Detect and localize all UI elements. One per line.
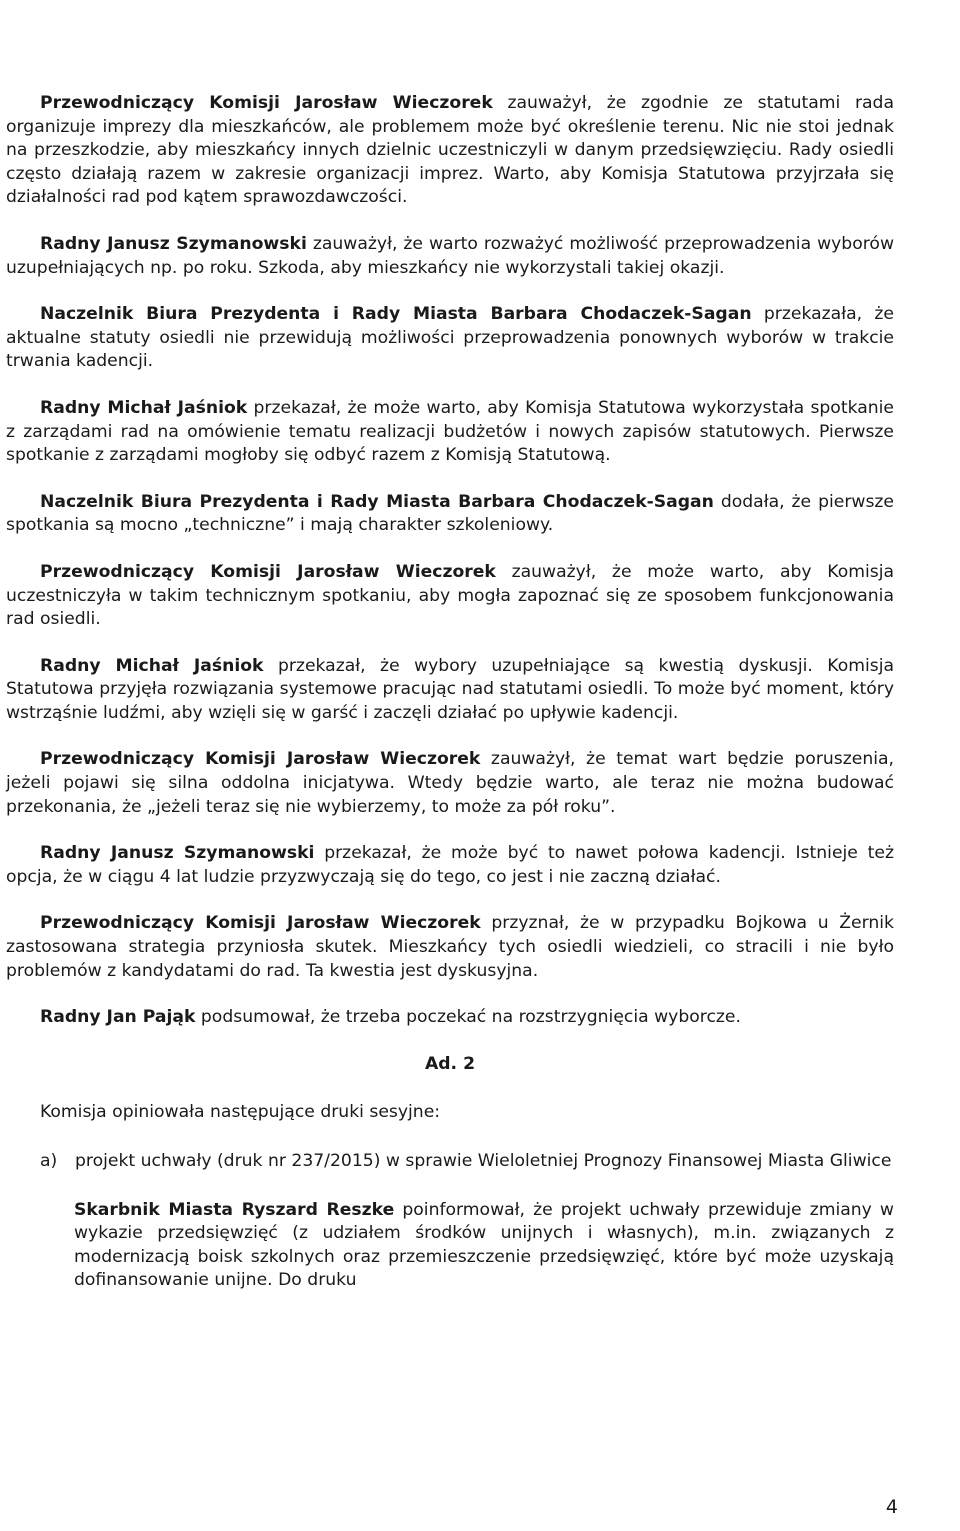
speaker-name: Przewodniczący Komisji Jarosław Wieczorek: [40, 561, 496, 582]
section-heading: Ad. 2: [424, 1053, 476, 1074]
paragraph-6: [6, 561, 894, 632]
page-number: 4: [885, 1496, 898, 1518]
intro-text: Komisja opiniowała następujące druki sesyjne:: [40, 1102, 441, 1123]
paragraph-text: dodała, że pierwsze spotkania są mocno „techniczne” i mają charakter szkoleniowy.: [6, 491, 894, 536]
speaker-name: Radny Janusz Szymanowski: [40, 233, 307, 254]
paragraph-text: przyznał, że w przypadku Bojkowa u Żernik zastosowana strategia przyniosła skutek. Mieszkańcy tych osiedli wiedzieli, co stracili i nie było problemów z kandydatami do rad. Ta kwestia jest dyskusyjna.: [6, 913, 894, 981]
paragraph-text: podsumował, że trzeba poczekać na rozstrzygnięcia wyborcze.: [195, 1007, 741, 1028]
paragraph-text: przekazała, że aktualne statuty osiedli nie przewidują możliwości przeprowadzenia ponownych wyborów w trakcie trwania kadencji.: [6, 304, 894, 372]
speaker-name: Naczelnik Biura Prezydenta i Rady Miasta Barbara Chodaczek-Sagan: [40, 304, 752, 325]
paragraph-text: przekazał, że może warto, aby Komisja Statutowa wykorzystała spotkanie z zarządami rad na omówienie tematu realizacji budżetów i nowych zapisów statutowych. Pierwsze spotkanie z zarządami mogłoby się odbyć razem z Komisją Statutową.: [6, 397, 894, 466]
speaker-name: Naczelnik Biura Prezydenta i Rady Miasta Barbara Chodaczek-Sagan: [40, 491, 714, 512]
speaker-name: Radny Janusz Szymanowski: [40, 843, 315, 864]
speaker-name: Skarbnik Miasta Ryszard Reszke: [74, 1199, 395, 1220]
paragraph-1: [6, 92, 894, 210]
paragraph-9: [6, 842, 894, 889]
paragraph-text: zauważył, że warto rozważyć możliwość przeprowadzenia wyborów uzupełniających np. po roku. Szkoda, aby mieszkańcy nie wykorzystali takiej okazji.: [6, 233, 894, 278]
list-item: [6, 1150, 894, 1174]
speaker-name: Radny Michał Jaśniok: [40, 397, 248, 418]
paragraph-4: [6, 397, 894, 468]
paragraph-text: zauważył, że zgodnie ze statutami rada organizuje imprezy dla mieszkańców, ale problemem może być określenie terenu. Nic nie stoi jednak na przeszkodzie, aby mieszkańcy innych dzielnic uczestniczyli w danym przedsięwzięciu. Rady osiedli często działają razem w zakresie organizacji imprez. Warto, aby Komisja Statutowa przyjrzała się działalności rad pod kątem sprawozdawczości.: [6, 93, 895, 208]
paragraph-7: [6, 655, 894, 726]
paragraph-11: [6, 1006, 894, 1030]
speaker-name: Radny Jan Pająk: [40, 1007, 196, 1028]
speaker-name: Przewodniczący Komisji Jarosław Wieczorek: [40, 749, 481, 770]
paragraph-text: zauważył, że temat wart będzie poruszenia, jeżeli pojawi się silna oddolna inicjatywa. Wtedy będzie warto, ale teraz nie można budować przekonania, że „jeżeli teraz się nie wybierzemy, to może za pół roku”.: [6, 749, 894, 817]
final-paragraph: [6, 1199, 894, 1293]
paragraph-5: [6, 491, 894, 538]
paragraph-2: [6, 233, 894, 280]
list-marker: a): [40, 1151, 58, 1171]
paragraph-text: zauważył, że może warto, aby Komisja uczestniczyła w takim technicznym spotkaniu, aby mogła zapoznać się ze sposobem funkcjonowania rad osiedli.: [6, 561, 894, 630]
paragraph-text: przekazał, że może być to nawet połowa kadencji. Istnieje też opcja, że w ciągu 4 lat ludzie przyzwyczają się do tego, co jest i nie zaczną działać.: [6, 843, 894, 887]
speaker-name: Przewodniczący Komisji Jarosław Wieczorek: [40, 913, 481, 934]
speaker-name: Radny Michał Jaśniok: [40, 655, 264, 676]
paragraph-text: przekazał, że wybory uzupełniające są kwestią dyskusji. Komisja Statutowa przyjęła rozwiązania systemowe pracując nad statutami osiedli. To może być moment, który wstrząśnie ludźmi, aby wzięli się w garść i zaczęli działać po upływie kadencji.: [6, 655, 895, 723]
paragraph-10: [6, 912, 894, 983]
speaker-name: Przewodniczący Komisji Jarosław Wieczorek: [40, 93, 493, 113]
paragraph-text: poinformował, że projekt uchwały przewiduje zmiany w wykazie przedsięwzięć (z udziałem środków unijnych i własnych), m.in. związanych z modernizacją boisk szkolnych oraz przemieszczenie przedsięwzięć, które być może uzyskają dofinansowanie unijne. Do druku: [74, 1199, 894, 1291]
list-item-text: projekt uchwały (druk nr 237/2015) w sprawie Wieloletniej Prognozy Finansowej Miasta Gliwice: [75, 1151, 892, 1171]
paragraph-8: [6, 748, 894, 819]
paragraph-3: [6, 303, 894, 374]
document-body: [6, 92, 894, 1316]
